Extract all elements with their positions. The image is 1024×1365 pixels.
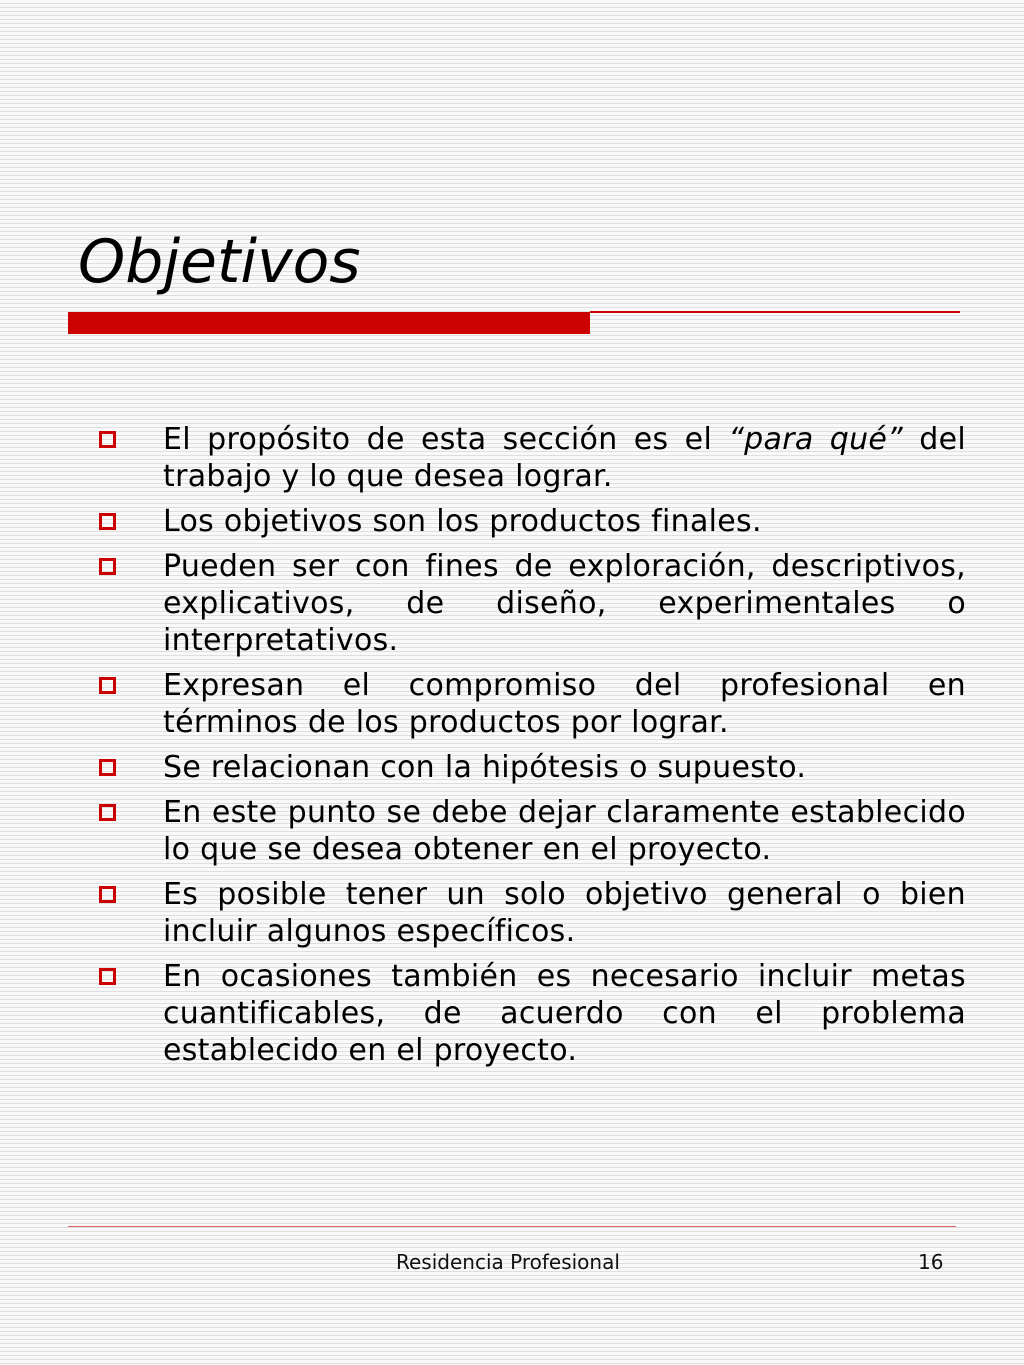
bullet-text [163, 422, 966, 494]
hollow-square-bullet-icon [99, 431, 116, 448]
bullet-item [96, 958, 966, 1069]
bullet-text-segment: Es posible tener un solo objetivo general o bien incluir algunos específicos. [163, 877, 966, 949]
bullet-item [96, 667, 966, 741]
hollow-square-bullet-icon [99, 558, 116, 575]
bullet-item [96, 548, 966, 659]
bullet-item [96, 503, 966, 540]
bullet-text [163, 795, 966, 867]
bullet-text [163, 668, 966, 740]
bullet-text [163, 959, 966, 1068]
bullet-text-segment: El propósito de esta sección es el [163, 422, 729, 457]
hollow-square-bullet-icon [99, 886, 116, 903]
bullet-item [96, 749, 966, 786]
bullet-text [163, 877, 966, 949]
hollow-square-bullet-icon [99, 968, 116, 985]
title-underline-thick [68, 312, 590, 334]
footer-divider [68, 1226, 956, 1227]
bullet-text [163, 549, 966, 658]
bullet-text-segment: del trabajo y lo que desea lograr. [163, 422, 966, 494]
bullet-text-segment: Pueden ser con fines de exploración, descriptivos, explicativos, de diseño, experimentales o interpretativos. [163, 549, 966, 658]
bullet-text-segment: En este punto se debe dejar claramente establecido lo que se desea obtener en el proyecto. [163, 795, 966, 867]
bullet-text [163, 504, 762, 539]
slide-title: Objetivos [78, 227, 361, 297]
bullet-text-segment: Expresan el compromiso del profesional en términos de los productos por lograr. [163, 668, 966, 740]
hollow-square-bullet-icon [99, 759, 116, 776]
bullet-text-emphasis: “para qué” [728, 422, 904, 457]
bullet-text-segment: Los objetivos son los productos finales. [163, 504, 762, 539]
page-number: 16 [918, 1250, 944, 1274]
bullet-text-segment: Se relacionan con la hipótesis o supuesto. [163, 750, 807, 785]
bullet-item [96, 421, 966, 495]
footer-text: Residencia Profesional [396, 1250, 620, 1274]
bullet-list [96, 421, 966, 1077]
bullet-text-segment: En ocasiones también es necesario incluir metas cuantificables, de acuerdo con el problema establecido en el proyecto. [163, 959, 966, 1068]
hollow-square-bullet-icon [99, 804, 116, 821]
bullet-text [163, 750, 806, 785]
title-underline-thin [590, 311, 960, 313]
hollow-square-bullet-icon [99, 513, 116, 530]
hollow-square-bullet-icon [99, 677, 116, 694]
bullet-item [96, 876, 966, 950]
bullet-item [96, 794, 966, 868]
